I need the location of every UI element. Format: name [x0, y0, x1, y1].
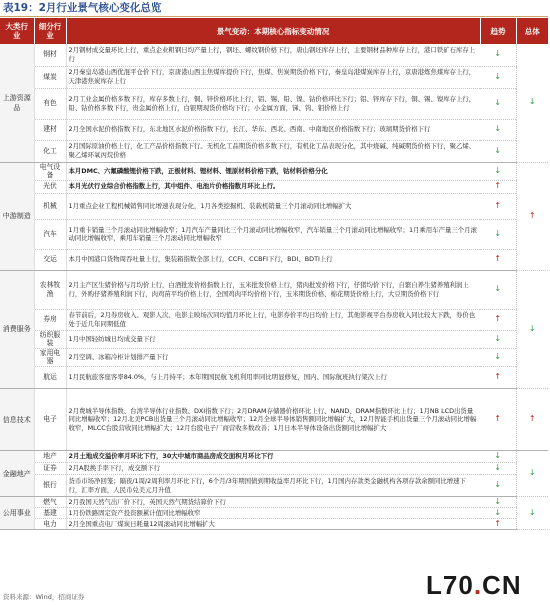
- table-row: [0, 475, 548, 497]
- total-down-icon: ↓: [516, 451, 548, 497]
- trend-up-icon: ↑: [480, 519, 516, 530]
- total-up-icon: ↑: [516, 162, 548, 270]
- table-body: [0, 44, 548, 530]
- watermark: L70.CN: [426, 570, 522, 600]
- trend-down-icon: ↓: [480, 463, 516, 475]
- table-row: [0, 497, 548, 508]
- sub-industry-cell: 证券: [34, 463, 66, 475]
- trend-up-icon: ↑: [480, 249, 516, 270]
- category-cell: 上游资源品: [0, 44, 34, 162]
- sub-industry-cell: 纺织服装: [34, 330, 66, 348]
- trend-down-icon: ↓: [480, 497, 516, 508]
- table-row: [0, 508, 548, 519]
- trend-down-icon: ↓: [480, 451, 516, 463]
- category-cell: 消费服务: [0, 270, 34, 388]
- change-description-cell: 2月费城半导体指数、台湾半导体行业指数、DXI指数下行；2月DRAM存储器价格环比上行、NAND、DRAM指数环比上行；1月NB LCD出货量同比增幅收窄；12月北美PCB出货量三个月滚动同比增幅收窄；12月全球半导体销售额同比增幅扩大，12月智能手机出货量三个月滚动同比增幅收窄，MLCC台股营收同比增幅扩大；12月台股电子厂商营收多数改善；1月日本半导体设备出货额同比增幅扩大: [66, 389, 480, 451]
- category-cell: 中游制造: [0, 162, 34, 270]
- table-row: [0, 348, 548, 366]
- sub-industry-cell: 钢材: [34, 44, 66, 66]
- change-description-cell: 本月中国港口货物周吞吐量上行，集装箱指数全部上行，CCFI、CCBFI下行，BDI、BDTI上行: [66, 249, 480, 270]
- change-description-cell: 2月我国天然气出厂价下行，英国天然气期货结算价下行: [66, 497, 480, 508]
- header-row: [0, 18, 548, 44]
- sub-industry-cell: 基建: [34, 508, 66, 519]
- change-description-cell: 2月国际原油价格上行，化工产品价格指数下行。无机化工品期货价格多数下行，有机化工品表现分化，其中烧碱、纯碱期货价格下行，聚乙烯、聚乙烯环氧丙烷价格: [66, 140, 480, 162]
- change-description-cell: 1月重卡销量三个月滚动同比增幅收窄；1月汽车产量同比三个月滚动同比增幅收窄，汽车销量三个月滚动同比增幅收窄；1月乘用车产量三个月滚动同比增幅收窄，乘用车销量三个月滚动同比增幅收窄: [66, 219, 480, 249]
- trend-down-icon: ↓: [480, 508, 516, 519]
- trend-down-icon: ↓: [480, 140, 516, 162]
- table-row: [0, 88, 548, 119]
- sub-industry-cell: 家用电器: [34, 348, 66, 366]
- sub-industry-cell: 电气设备: [34, 162, 66, 180]
- sub-industry-cell: 建材: [34, 119, 66, 140]
- header-change: 景气变动：本期核心指标变动情况: [66, 18, 480, 44]
- table-row: [0, 519, 548, 530]
- change-description-cell: 2月钢材成交量环比上行，重点企业粗钢日均产量上行，钢坯、螺纹钢价格下行，唐山钢坯库存上行，主要钢材品种库存上行，港口铁矿石库存上行: [66, 44, 480, 66]
- table-row: [0, 309, 548, 330]
- sub-industry-cell: 煤炭: [34, 66, 66, 88]
- category-cell: 信息技术: [0, 389, 34, 451]
- total-down-icon: ↓: [516, 44, 548, 162]
- sub-industry-cell: 航运: [34, 367, 66, 389]
- table-row: [0, 219, 548, 249]
- total-down-icon: ↓: [516, 270, 548, 388]
- change-description-cell: 2月主产区生猪价格与月均价上行，白酒批发价格指数上行，玉米批发价格上行，猪肉批发价格下行，仔猪均价下行，自繁自养生猪养殖利润上行，外购仔猪养殖利润下行，肉鸡苗平均价格上行，全国鸡肉平均价格下行，玉米期货价格、棉花期货价格上行，大豆期货价格下行: [66, 270, 480, 309]
- table-row: [0, 140, 548, 162]
- trend-down-icon: ↓: [480, 330, 516, 348]
- industry-table: [0, 18, 548, 530]
- trend-down-icon: ↓: [480, 66, 516, 88]
- change-description-cell: 货币市场净回笼；隔夜/1周/2周利率月环比下行，6个月/3年期国债到期收益率月环比下行，1月国内存款类金融机构各项存款余额同比增速下行，汇率方面，人民币兑美元月升值: [66, 475, 480, 497]
- total-up-icon: ↑: [516, 389, 548, 451]
- table-row: [0, 389, 548, 451]
- table-row: [0, 180, 548, 193]
- category-cell: 金融地产: [0, 451, 34, 497]
- change-description-cell: 2月秦皇岛港山西优混平仓价下行，京唐港山西主焦煤库提价下行，焦煤、焦炭期货价格下行，秦皇岛港煤炭库存上行，京唐港炼焦煤库存上行，天津港焦炭库存上行: [66, 66, 480, 88]
- table-row: [0, 367, 548, 389]
- change-description-cell: 1月重点企业工程机械销售同比增速表现分化，1月各类挖掘机、装载机销量三个月滚动同比增幅扩大: [66, 193, 480, 219]
- title-rule: [0, 16, 548, 17]
- sub-industry-cell: 电子: [34, 389, 66, 451]
- sub-industry-cell: 化工: [34, 140, 66, 162]
- sub-industry-cell: 有色: [34, 88, 66, 119]
- change-description-cell: 1月中国轻纺城日均成交量下行: [66, 330, 480, 348]
- change-description-cell: 1月份铁路固定资产投资额累计值同比增幅收窄: [66, 508, 480, 519]
- table-row: [0, 162, 548, 180]
- source-note: 资料来源：Wind，招商证券: [3, 593, 85, 601]
- header-category: 大类行业: [0, 18, 34, 44]
- trend-down-icon: ↓: [480, 219, 516, 249]
- category-cell: 公用事业: [0, 497, 34, 530]
- sub-industry-cell: 地产: [34, 451, 66, 463]
- trend-down-icon: ↓: [480, 119, 516, 140]
- trend-up-icon: ↑: [480, 389, 516, 451]
- trend-up-icon: ↑: [480, 180, 516, 193]
- trend-down-icon: ↓: [480, 88, 516, 119]
- sub-industry-cell: 光伏: [34, 180, 66, 193]
- table-title: 表19：2月行业景气核心变化总览: [3, 2, 162, 14]
- table-row: [0, 330, 548, 348]
- sub-industry-cell: 券房: [34, 309, 66, 330]
- trend-down-icon: ↓: [480, 270, 516, 309]
- trend-down-icon: ↓: [480, 44, 516, 66]
- trend-down-icon: ↓: [480, 348, 516, 366]
- sub-industry-cell: 电力: [34, 519, 66, 530]
- change-description-cell: 2月工业金属价格多数下行，库存多数上行，铜、锌价格环比上行，铝、锡、铅、镍、钴价格环比下行；铝、锌库存下行，铜、锡、镍库存上行，铅、钴价格多数下行，贵金属价格上行，白银期现货价格均下行；小金属方面，锑、钨、钼价格上行: [66, 88, 480, 119]
- change-description-cell: 2月全国水泥价格指数下行，东北地区水泥价格指数下行，长江、华东、西北、西南、中南地区价格指数下行；玻璃期货价格下行: [66, 119, 480, 140]
- header-sub: 细分行业: [34, 18, 66, 44]
- sub-industry-cell: 机械: [34, 193, 66, 219]
- total-down-icon: ↓: [516, 497, 548, 530]
- change-description-cell: 春节前后，2月券房收入、观影人次、电影主映场次同均值月环比上行，电影券价平均日均价上行，其他影视平台券房收入同比较大下跌，券价也处于近几年同期低值: [66, 309, 480, 330]
- header-trend: 趋势: [480, 18, 516, 44]
- sub-industry-cell: 汽车: [34, 219, 66, 249]
- sub-industry-cell: 银行: [34, 475, 66, 497]
- table-row: [0, 249, 548, 270]
- change-description-cell: 2月A股换手率下行，成交额下行: [66, 463, 480, 475]
- trend-up-icon: ↑: [480, 367, 516, 389]
- table-row: [0, 44, 548, 66]
- table-row: [0, 66, 548, 88]
- sub-industry-cell: 农林牧渔: [34, 270, 66, 309]
- change-description-cell: 本月光伏行业综合价格指数上行，其中组件、电池片价格指数月环比上行。: [66, 180, 480, 193]
- table-row: [0, 451, 548, 463]
- change-description-cell: 1月民航旅客座客率84.0%，与上月持平；本年期国民航飞机利用率同比明显修复，国内、国际航班执行架次上行: [66, 367, 480, 389]
- table-row: [0, 119, 548, 140]
- trend-up-icon: ↑: [480, 193, 516, 219]
- table-row: [0, 193, 548, 219]
- sub-industry-cell: 燃气: [34, 497, 66, 508]
- change-description-cell: 2月土地成交溢价率月环比下行，30大中城市商品房成交面积月环比下行: [66, 451, 480, 463]
- trend-down-icon: ↓: [480, 475, 516, 497]
- table-row: [0, 463, 548, 475]
- table-row: [0, 270, 548, 309]
- change-description-cell: 本月DMC、六氟磷酸锂价格下跌，正极材料、锂材料、锂原材料价格下跌，钴材料价格分化: [66, 162, 480, 180]
- change-description-cell: 2月空调、冰箱冷柜计划排产量下行: [66, 348, 480, 366]
- sub-industry-cell: 交运: [34, 249, 66, 270]
- header-total: 总体: [516, 18, 548, 44]
- change-description-cell: 2月全国重点电厂煤炭日耗量12周滚动同比增幅扩大: [66, 519, 480, 530]
- trend-up-icon: ↑: [480, 309, 516, 330]
- trend-down-icon: ↓: [480, 162, 516, 180]
